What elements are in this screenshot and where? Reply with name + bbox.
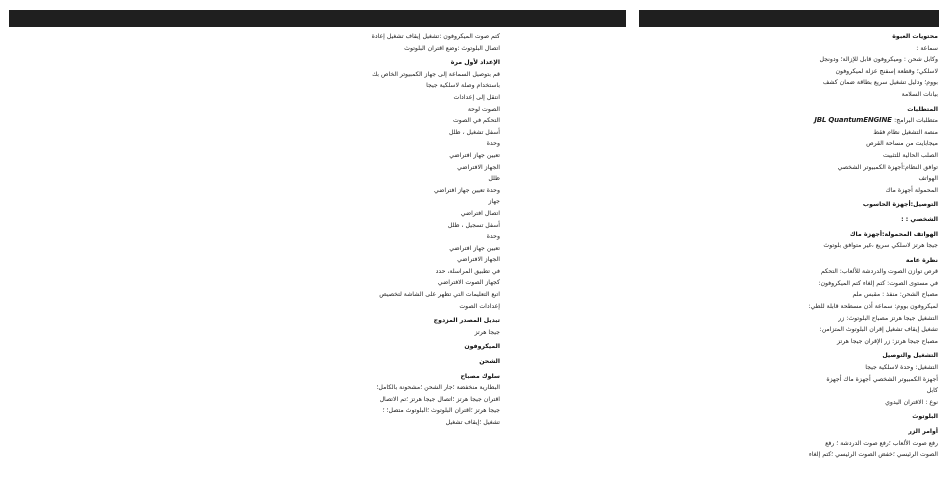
text-line: تعيين جهاز افتراضي xyxy=(449,244,500,252)
text-line: وحدة تعيين جهاز افتراضي xyxy=(434,186,500,194)
text-line: جيجا هرتز ؛اقتران البلوتوث ؛البلوتوث متصل؛ ؛ xyxy=(382,407,500,415)
text-line: جهاز xyxy=(488,198,500,206)
text-line: اتصال البلوتوث :وضع اقتران البلوتوث xyxy=(404,44,500,52)
text-line: الصوت لوحة xyxy=(467,105,500,113)
text-line: وكابل شحن : وميكروفون قابل للإزالة؛ ودونجل xyxy=(819,56,938,64)
section-heading: المتطلبات xyxy=(907,105,938,113)
section-heading: نظرة عامة xyxy=(905,256,938,264)
section-heading: التشغيل والتوصيل xyxy=(882,352,938,360)
text-line: الهواتف xyxy=(918,175,938,183)
text-line: اقتران جيجا هرتز ؛اتصال جيجا هرتز ؛تم الاتصال xyxy=(379,395,500,403)
left-header-bar xyxy=(9,10,626,27)
text-line: كتم صوت الميكروفون :تشغيل إيقاف تشغيل إعادة xyxy=(371,33,500,40)
text-line: البطارية منخفضة ؛جار الشحن ؛مشحونة بالكامل؛ xyxy=(376,384,500,392)
text-line: التشغيل جيجا هرتز مصباح البلوتوث: زر xyxy=(838,314,938,322)
text-line: جيجا هرتز لاسلكي سريع ،غير متوافق بلوتوث xyxy=(823,242,938,250)
text-line: مصباح الشحن: منفذ : مقبس ملم xyxy=(852,291,938,299)
text-line: باستخدام وصلة لاسلكية جيجا xyxy=(426,82,500,90)
text-line: الصوت الرئيسي ؛خفض الصوت الرئيسي ؛كتم إلغاء xyxy=(808,451,938,459)
text-line: التشغيل: وحدة لاسلكية جيجا xyxy=(865,364,938,372)
text-line: لميكروفون بووم: سماعة أذن مسطحة قابلة للطي: xyxy=(808,303,938,311)
text-line: إعدادات الصوت xyxy=(459,302,500,310)
right-column xyxy=(640,31,938,461)
text-line: التحكم في الصوت xyxy=(452,117,500,125)
text-line: ظلل xyxy=(488,175,500,183)
text-line: ميجابايت من مساحة القرص xyxy=(866,140,938,148)
text-line: قم بتوصيل السماعة إلى جهاز الكمبيوتر الخاص بك xyxy=(372,70,500,78)
text-line: أسفل تسجيل ، ظلل xyxy=(447,221,500,229)
text-line: كابل xyxy=(926,387,938,395)
text-line: قرص توازن الصوت والدردشة للألعاب: التحكم xyxy=(820,268,938,276)
text-line: في مستوى الصوت: كتم إلغاء كتم الميكروفون: xyxy=(818,279,938,287)
section-heading: تبديل المصدر المزدوج xyxy=(433,317,500,325)
text-line: الجهاز الافتراضي xyxy=(457,256,500,264)
section-heading: الشخصي : : xyxy=(901,215,938,223)
text-line-label: متطلبات البرامج: xyxy=(894,117,938,125)
text-line: توافق النظام:أجهزة الكمبيوتر الشخصي xyxy=(837,163,938,171)
brand-name: JBL QuantumENGINE xyxy=(814,116,895,125)
text-line: سماعة : xyxy=(916,44,938,52)
text-line: مصباح جيجا هرتز: زر الإقران جيجا هرتز xyxy=(837,337,938,345)
text-line: أسفل تشغيل ، ظلل xyxy=(448,128,500,136)
section-heading: أوامر الزر xyxy=(908,428,938,435)
left-column xyxy=(350,31,500,429)
text-line: رفع صوت الألعاب ؛رفع صوت الدردشة ؛ رفع xyxy=(825,439,938,447)
text-line: بووم؛ ودليل تشغيل سريع بطاقة ضمان كشف xyxy=(822,79,938,87)
text-line: اتبع التعليمات التي تظهر على الشاشة لتخصيص xyxy=(379,291,500,299)
section-heading: سلوك مصباح xyxy=(460,372,500,380)
section-heading: الميكروفون xyxy=(464,343,500,351)
text-line: وحدة xyxy=(486,140,500,148)
section-heading: الشحن xyxy=(479,358,500,366)
text-line: الصلب الحالية للتثبيت xyxy=(882,151,938,159)
text-line xyxy=(640,115,938,127)
text-line: اتصال افتراضي xyxy=(460,209,500,217)
right-header-bar xyxy=(639,10,939,27)
section-heading: التوصيل:أجهزة الحاسوب xyxy=(862,201,938,209)
text-line: الجهاز الافتراضي xyxy=(457,163,500,171)
section-heading: البلوتوث xyxy=(912,413,938,421)
text-line: جيجا هرتز xyxy=(474,328,500,336)
text-line: تشغيل إيقاف تشغيل إقران البلوتوث المتزامن: xyxy=(819,326,938,334)
text-line: أجهزة الكمبيوتر الشخصي أجهزة ماك أجهزة xyxy=(826,375,938,383)
text-line: بيانات السلامة xyxy=(901,90,938,98)
text-line: نوع : الاقتران اليدوي xyxy=(885,398,938,406)
section-heading: الإعداد لأول مرة xyxy=(450,59,500,67)
text-line: كجهاز الصوت الافتراضي xyxy=(437,279,500,287)
section-heading: محتويات العبوة xyxy=(892,33,938,40)
text-line: انتقل إلى إعدادات xyxy=(453,93,500,101)
text-line: منصة التشغيل نظام فقط xyxy=(873,128,938,136)
text-line: في تطبيق المراسلة، حدد xyxy=(435,267,500,275)
text-line: تشغيل ؛إيقاف تشغيل xyxy=(445,419,500,426)
section-heading: الهواتف المحمولة:أجهزة ماك xyxy=(849,230,938,238)
text-line: وحدة xyxy=(486,233,500,241)
text-line: تعيين جهاز افتراضي xyxy=(449,151,500,159)
text-line: المحمولة أجهزة ماك xyxy=(885,186,938,194)
text-line: لاسلكي؛ وقطعة إسفنج عزلة لميكروفون xyxy=(835,67,938,75)
